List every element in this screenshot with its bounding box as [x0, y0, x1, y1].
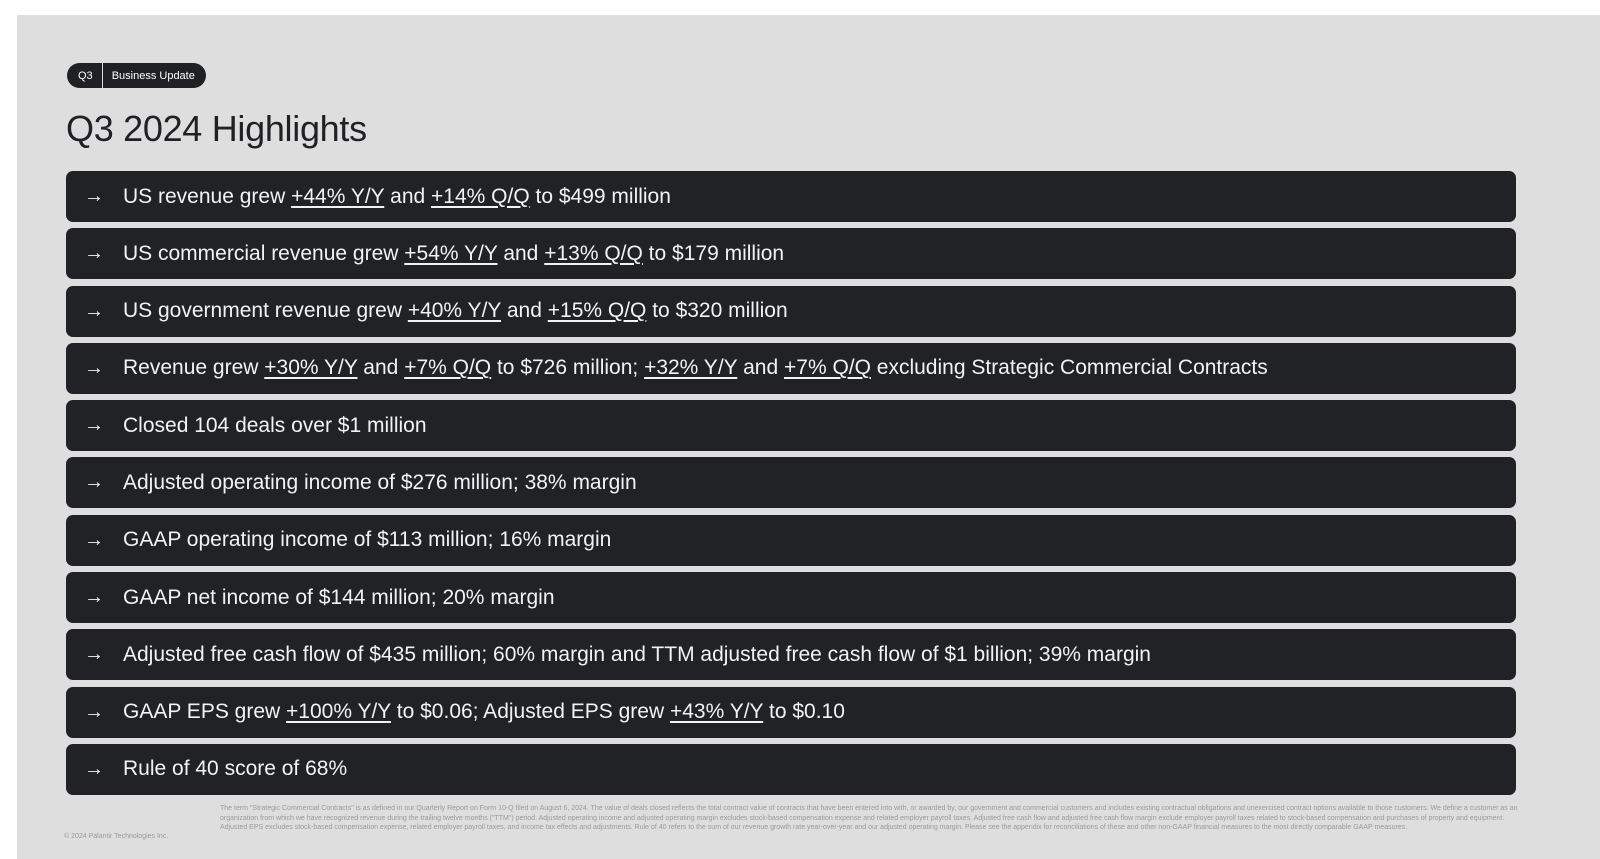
highlight-row	[66, 457, 1516, 508]
highlight-metric: +7% Q/Q	[404, 356, 492, 380]
arrow-right-icon: →	[84, 700, 104, 723]
highlight-text	[123, 471, 637, 495]
highlight-text	[123, 356, 1268, 380]
highlight-row	[66, 171, 1516, 222]
highlight-text-segment: to $726 million;	[491, 356, 645, 380]
highlight-text	[123, 414, 427, 438]
highlight-row	[66, 400, 1516, 451]
highlight-text-segment: GAAP EPS grew	[123, 700, 287, 724]
highlight-metric: +43% Y/Y	[669, 700, 764, 724]
arrow-right-icon: →	[84, 242, 104, 265]
highlight-row	[66, 572, 1516, 623]
highlight-text-segment: and	[501, 299, 548, 323]
page-title: Q3 2024 Highlights	[66, 108, 367, 149]
arrow-right-icon: →	[84, 643, 104, 666]
quarter-tag: Q3	[67, 63, 103, 88]
arrow-right-icon: →	[84, 356, 104, 379]
arrow-right-icon: →	[84, 185, 104, 207]
highlight-text-segment: to $0.06; Adjusted EPS grew	[390, 700, 670, 724]
highlight-text	[123, 528, 611, 552]
highlight-text-segment: US revenue grew	[123, 184, 292, 208]
section-badge	[67, 63, 206, 88]
highlight-text	[123, 643, 1151, 667]
highlight-row	[66, 228, 1516, 279]
highlight-metric: +32% Y/Y	[644, 356, 738, 380]
highlight-text-segment: GAAP net income of $144 million; 20% margin	[123, 585, 555, 609]
highlight-text-segment: and	[384, 184, 432, 208]
highlight-text-segment: Rule of 40 score of 68%	[123, 757, 348, 781]
highlight-text-segment: Closed 104 deals over $1 million	[123, 413, 427, 437]
highlights-list	[66, 171, 1516, 801]
highlight-metric: +7% Q/Q	[784, 356, 871, 380]
highlight-metric: +15% Q/Q	[547, 299, 647, 323]
highlight-row	[66, 343, 1516, 394]
highlight-row	[66, 629, 1516, 680]
highlight-metric: +14% Q/Q	[431, 184, 530, 208]
section-label: Business Update	[111, 69, 195, 82]
highlight-text-segment: Adjusted operating income of $276 million; 38% margin	[123, 470, 637, 494]
highlight-metric: +13% Q/Q	[544, 241, 643, 265]
highlight-text	[123, 242, 784, 266]
highlight-text-segment: US commercial revenue grew	[123, 241, 405, 265]
highlight-metric: +40% Y/Y	[407, 299, 502, 323]
highlight-text	[123, 757, 347, 781]
highlight-text	[123, 700, 845, 724]
highlight-text-segment: US government revenue grew	[123, 299, 408, 323]
arrow-right-icon: →	[84, 299, 104, 322]
footnote: The term "Strategic Commercial Contracts" is as defined in our Quarterly Report on Form 10-Q filed on August 6, 2024. The value of deals closed reflects the total contract value of contracts that have been entered into with, or awarded by, our government and commercial customers and includes existing contractual obligations and unexercised contract options available to those customers. We define a customer as an organization from which we have recognized revenue during the trailing twelve months ("TTM") period. Adjusted operating income and adjusted operating margin excludes stock-based compensation expense and related employer payroll taxes. Adjusted free cash flow and adjusted free cash flow margin exclude employer payroll taxes related to stock-based compensation and purchases of property and equipment. Adjusted EPS excludes stock-based compensation expense, related employer payroll taxes, and income tax effects and adjustments. Rule of 40 refers to the sum of our revenue growth rate year-over-year and our adjusted operating margin. Please see the appendix for reconciliations of these and other non-GAAP financial measures to the most directly comparable GAAP measures.	[220, 805, 1518, 831]
arrow-right-icon: →	[84, 586, 104, 609]
highlight-row	[66, 286, 1516, 337]
highlight-row	[66, 515, 1516, 566]
highlight-text-segment: and	[737, 356, 784, 380]
highlight-text-segment: to $320 million	[646, 299, 788, 323]
highlight-text-segment: and	[497, 241, 545, 265]
highlight-metric: +30% Y/Y	[264, 356, 358, 380]
highlight-text-segment: Adjusted free cash flow of $435 million; 60% margin and TTM adjusted free cash flow of $1 billion; 39% margin	[123, 642, 1151, 666]
highlight-text-segment: Revenue grew	[123, 356, 265, 380]
highlight-text-segment: to $179 million	[642, 241, 785, 265]
highlight-text	[123, 185, 671, 209]
copyright: © 2024 Palantir Technologies Inc.	[64, 833, 169, 840]
highlight-metric: +54% Y/Y	[404, 241, 498, 265]
highlight-row	[66, 744, 1516, 795]
highlight-text	[123, 586, 555, 610]
highlight-metric: +44% Y/Y	[291, 184, 385, 208]
arrow-right-icon: →	[84, 471, 104, 494]
arrow-right-icon: →	[84, 757, 104, 780]
arrow-right-icon: →	[84, 414, 104, 437]
arrow-right-icon: →	[84, 528, 104, 551]
highlight-text-segment: excluding Strategic Commercial Contracts	[870, 356, 1268, 380]
highlight-text	[123, 299, 788, 323]
highlight-text-segment: GAAP operating income of $113 million; 16% margin	[123, 528, 612, 552]
highlight-metric: +100% Y/Y	[286, 700, 391, 724]
highlight-text-segment: to $499 million	[529, 184, 671, 208]
highlight-row	[66, 687, 1516, 738]
slide	[17, 15, 1600, 859]
highlight-text-segment: to $0.10	[763, 700, 845, 724]
highlight-text-segment: and	[357, 356, 405, 380]
